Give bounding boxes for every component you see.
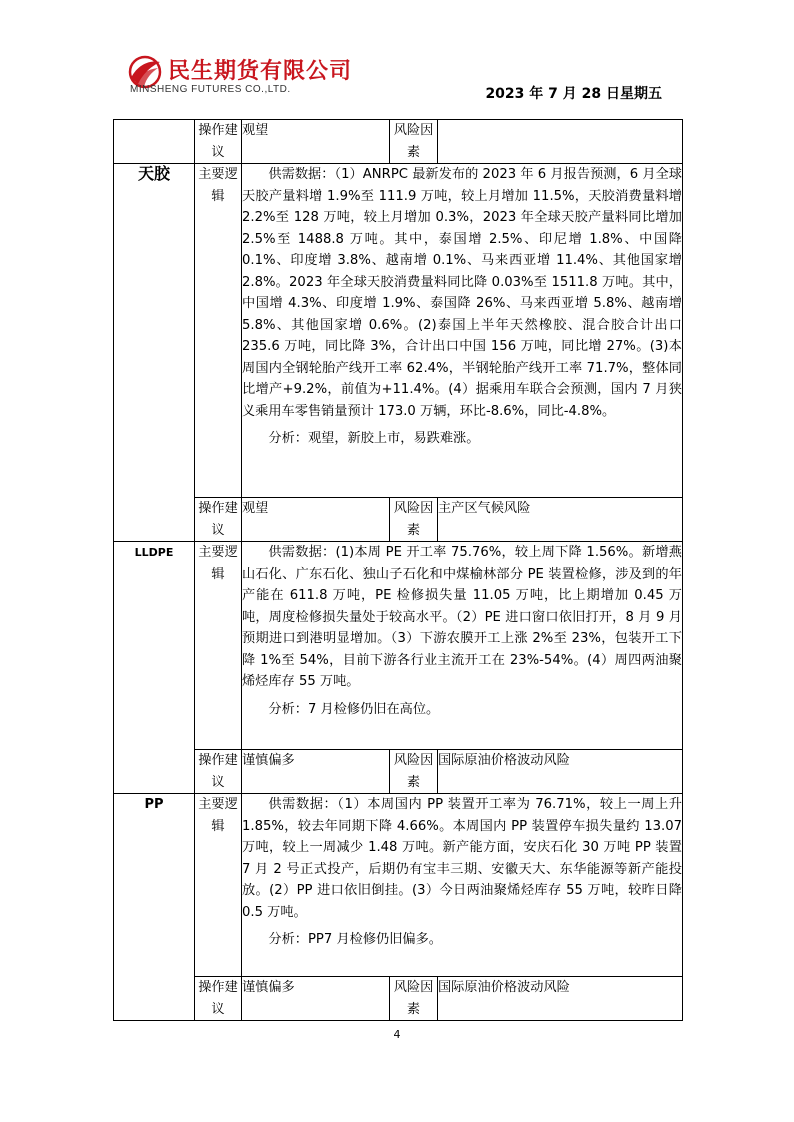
category-cell: [114, 120, 195, 164]
logic-label: 主要逻辑: [195, 794, 242, 977]
supply-demand-paragraph: 供需数据：(1)本周 PE 开工率 75.76%，较上周下降 1.56%。新增燕山石化、广东石化、独山子石化和中煤榆林部分 PE 装置检修，涉及到的年产能在 611.8 万吨，PE 检修损失量 11.05 万吨，比上期增加 0.45 万吨，周度检修损失量处于较高水平。（2）PE 进口窗口依旧打开，8 月 9 月预期进口到港明显增加。（3）下游农膜开工上涨 2%至 23%，包装开工下降 1%至 54%，目前下游各行业主流开工在 23%-54%。(4）周四两油聚烯烃库存 55 万吨。: [242, 545, 682, 689]
logic-text: [242, 542, 683, 750]
company-logo: [128, 52, 358, 100]
op-label: 操作建议: [195, 120, 242, 164]
table-row: [114, 542, 683, 750]
op-label: 操作建议: [195, 750, 242, 794]
op-value: 观望: [242, 120, 390, 164]
logic-label: 主要逻辑: [195, 164, 242, 498]
supply-demand-paragraph: 供需数据：（1）本周国内 PP 装置开工率为 76.71%，较上一周上升 1.85%，较去年同期下降 4.66%。本周国内 PP 装置停车损失量约 13.07 万吨，较上一周减少 1.48 万吨。新产能方面，安庆石化 30 万吨 PP 装置 7 月 2 号正式投产，后期仍有宝丰三期、安徽天大、东华能源等新产能投放。(2）PP 进口依旧倒挂。(3）今日两油聚烯烃库存 55 万吨，较昨日降 0.5 万吨。: [242, 797, 682, 920]
risk-label: 风险因素: [390, 498, 438, 542]
category-pp: PP: [114, 794, 195, 1021]
op-value: 谨慎偏多: [242, 750, 390, 794]
category-lldpe: LLDPE: [114, 542, 195, 794]
table-row: [114, 164, 683, 498]
risk-value: 国际原油价格波动风险: [438, 750, 683, 794]
company-name-en: MINSHENG FUTURES CO.,LTD.: [130, 84, 291, 95]
table-row: [114, 750, 683, 794]
op-value: 观望: [242, 498, 390, 542]
risk-label: 风险因素: [390, 120, 438, 164]
table-row: [114, 498, 683, 542]
risk-label: 风险因素: [390, 977, 438, 1021]
logic-label: 主要逻辑: [195, 542, 242, 750]
page-header: [0, 0, 794, 110]
logic-text: [242, 794, 683, 977]
category-rubber: 天胶: [114, 164, 195, 542]
risk-label: 风险因素: [390, 750, 438, 794]
logic-text: [242, 164, 683, 498]
analysis-paragraph: 分析：PP7 月检修仍旧偏多。: [268, 932, 442, 947]
analysis-paragraph: 分析：7 月检修仍旧在高位。: [268, 701, 440, 717]
risk-value: 主产区气候风险: [438, 498, 683, 542]
op-value: 谨慎偏多: [242, 977, 390, 1021]
op-label: 操作建议: [195, 498, 242, 542]
table-row: [114, 977, 683, 1021]
analysis-paragraph: 分析：观望，新胶上市，易跌难涨。: [268, 431, 480, 446]
report-date: 2023 年 7 月 28 日星期五: [485, 86, 662, 102]
op-label: 操作建议: [195, 977, 242, 1021]
risk-value: 国际原油价格波动风险: [438, 977, 683, 1021]
commodity-table: [113, 119, 683, 1021]
table-row: [114, 794, 683, 977]
table-row: [114, 120, 683, 164]
supply-demand-paragraph: 供需数据：（1）ANRPC 最新发布的 2023 年 6 月报告预测，6 月全球天胶产量料增 1.9%至 111.9 万吨，较上月增加 11.5%，天胶消费量料增 2.2%至 128 万吨，较上月增加 0.3%，2023 年全球天胶产量料同比增加 2.5%至 1488.8 万吨。其中，泰国增 2.5%、印尼增 1.8%、中国降 0.1%、印度增 3.8%、越南增 0.1%、马来西亚增 11.4%、其他国家增 2.8%。2023 年全球天胶消费量料同比降 0.03%至 1511.8 万吨。其中，中国增 4.3%、印度增 1.9%、泰国降 26%、马来西亚增 5.8%、越南增 5.8%、其他国家增 0.6%。(2)泰国上半年天然橡胶、混合胶合计出口 235.6 万吨，同比降 3%，合计出口中国 156 万吨，同比增 27%。(3)本周国内全钢轮胎产线开工率 62.4%，半钢轮胎产线开工率 71.7%，整体同比增产+9.2%，前值为+11.4%。(4）据乘用车联合会预测，国内 7 月狭义乘用车零售销量预计 173.0 万辆，环比-8.6%，同比-4.8%。: [242, 167, 682, 419]
company-name-cn: 民生期货有限公司: [168, 59, 353, 84]
page-number: 4: [393, 1028, 401, 1041]
risk-value: [438, 120, 683, 164]
